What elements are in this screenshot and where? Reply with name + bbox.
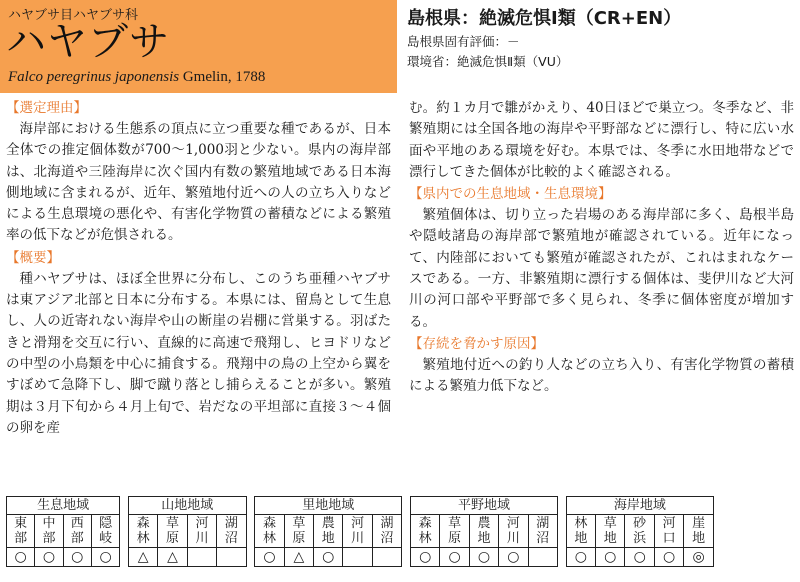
left-column xyxy=(6,97,391,439)
habitat-table xyxy=(6,496,714,567)
gap xyxy=(120,548,129,567)
habitat-group-row xyxy=(7,497,714,515)
habitat-mark-row xyxy=(7,548,714,567)
gap xyxy=(246,548,255,567)
sub-coast-woodland: 林 地 xyxy=(566,515,595,548)
selection-reason-text: 海岸部における生態系の頂点に立つ重要な種であるが、日本全体での推定個体数が700～1,000羽と少ない。県内の海岸部は、北海道や三陸海岸に次ぐ国内有数の繁殖地域である日本海側地域に含まれるが、近年、繁殖地付近への人の立ち入りなどによる生息環境の悪化や、有害化学物質の蓄積などによる繁殖率の低下などが危惧される。 xyxy=(6,121,391,244)
mark-sato-lake xyxy=(372,548,401,567)
mark-plain-river: ○ xyxy=(499,548,528,567)
mark-coast-beach: ○ xyxy=(625,548,654,567)
mark-sato-river xyxy=(343,548,372,567)
mark-plain-forest: ○ xyxy=(410,548,439,567)
gap xyxy=(246,497,255,515)
group-satoyama: 里地地域 xyxy=(255,497,402,515)
overview-text: 種ハヤブサは、ほぼ全世界に分布し、このうち亜種ハヤブサは東アジア北部と日本に分布する。本県には、留鳥として生息し、人の近寄れない海岸や山の断崖の岩棚に営巣する。羽ばたきと滑翔を交互に行い、直線的に高速で飛翔し、ヒヨドリなどの中型の小鳥類を中心に捕食する。飛翔中の鳥の上空から翼をすぼめて急降下し、脚で蹴り落とし捕らえることが多い。繁殖期は３月下旬から４月上旬で、岩だなの平坦部に直接３～４個の卵を産 xyxy=(6,270,391,436)
local-evaluation: 島根県固有評価：－ xyxy=(407,34,520,49)
mark-plain-farmland: ○ xyxy=(469,548,498,567)
sub-plain-lake: 湖 沼 xyxy=(528,515,557,548)
sub-east: 東 部 xyxy=(7,515,35,548)
heading-overview: 【概要】 xyxy=(6,249,60,266)
mark-coast-grassland: ○ xyxy=(596,548,625,567)
overview-continued-text: む。約１カ月で雛がかえり、40日ほどで巣立つ。冬季など、非繁殖期には全国各地の海岸や平野部などに漂行し、特に広い水面や平地のある環境を好む。本県では、冬季に水田地帯などで漂行してきた個体が比較的よく確認される。 xyxy=(409,100,794,180)
mark-mountain-grassland: △ xyxy=(158,548,187,567)
sub-plain-river: 河 川 xyxy=(499,515,528,548)
heading-threats: 【存続を脅かす原因】 xyxy=(409,335,544,352)
mark-sato-forest: ○ xyxy=(255,548,284,567)
sub-mountain-lake: 湖 沼 xyxy=(217,515,246,548)
mark-sato-farmland: ○ xyxy=(314,548,343,567)
sub-central: 中 部 xyxy=(35,515,63,548)
habitat-text: 繁殖個体は、切り立った岩場のある海岸部に多く、島根半島や隠岐諸島の海岸部で繁殖地が確認されている。近年になって、内陸部においても繁殖が確認されたが、これはまれなケースである。一方、非繁殖期に漂行する個体は、斐伊川など大河川の河口部や平野部で多く見られ、冬季に個体密度が増加する。 xyxy=(409,207,794,330)
shimane-status: 島根県：絶滅危惧Ⅰ類（CR+EN） xyxy=(407,8,682,29)
japanese-name: ハヤブサ xyxy=(6,19,170,65)
group-coast: 海岸地域 xyxy=(566,497,713,515)
sub-mountain-grassland: 草 原 xyxy=(158,515,187,548)
gap xyxy=(558,515,567,548)
gap xyxy=(402,497,411,515)
status-box xyxy=(407,6,797,72)
sub-mountain-river: 河 川 xyxy=(187,515,216,548)
mark-west: ○ xyxy=(63,548,91,567)
sub-sato-lake: 湖 沼 xyxy=(372,515,401,548)
mark-oki: ○ xyxy=(91,548,119,567)
gap xyxy=(120,515,129,548)
sub-plain-forest: 森 林 xyxy=(410,515,439,548)
scientific-name xyxy=(8,69,265,86)
mark-sato-grassland: △ xyxy=(284,548,313,567)
heading-selection-reason: 【選定理由】 xyxy=(6,100,87,116)
scientific-author: Gmelin, 1788 xyxy=(182,69,266,85)
sub-coast-grassland: 草 地 xyxy=(596,515,625,548)
sub-coast-estuary: 河 口 xyxy=(654,515,683,548)
national-status: 環境省：絶滅危惧Ⅱ類（VU） xyxy=(407,54,569,69)
mark-coast-estuary: ○ xyxy=(654,548,683,567)
sub-sato-river: 河 川 xyxy=(343,515,372,548)
sub-mountain-forest: 森 林 xyxy=(128,515,157,548)
species-title-box xyxy=(0,0,397,93)
mark-plain-lake xyxy=(528,548,557,567)
mark-coast-woodland: ○ xyxy=(566,548,595,567)
gap xyxy=(402,548,411,567)
family-name: ハヤブサ目ハヤブサ科 xyxy=(8,8,139,23)
gap xyxy=(558,548,567,567)
gap xyxy=(246,515,255,548)
mark-coast-cliff: ◎ xyxy=(684,548,714,567)
right-column xyxy=(409,98,794,398)
gap xyxy=(402,515,411,548)
gap xyxy=(120,497,129,515)
sub-sato-forest: 森 林 xyxy=(255,515,284,548)
mark-central: ○ xyxy=(35,548,63,567)
group-mountain: 山地地域 xyxy=(128,497,246,515)
sub-plain-grassland: 草 原 xyxy=(440,515,469,548)
sub-plain-farmland: 農 地 xyxy=(469,515,498,548)
habitat-sub-row xyxy=(7,515,714,548)
sub-west: 西 部 xyxy=(63,515,91,548)
heading-habitat: 【県内での生息地域・生息環境】 xyxy=(409,186,612,203)
mark-east: ○ xyxy=(7,548,35,567)
mark-mountain-forest: △ xyxy=(128,548,157,567)
mark-plain-grassland: ○ xyxy=(440,548,469,567)
group-plains: 平野地域 xyxy=(410,497,557,515)
scientific-binomial: Falco peregrinus japonensis xyxy=(8,69,180,85)
group-region: 生息地域 xyxy=(7,497,120,515)
mark-mountain-river xyxy=(187,548,216,567)
gap xyxy=(558,497,567,515)
mark-mountain-lake xyxy=(217,548,246,567)
sub-sato-farmland: 農 地 xyxy=(314,515,343,548)
sub-coast-beach: 砂 浜 xyxy=(625,515,654,548)
sub-coast-cliff: 崖 地 xyxy=(684,515,714,548)
sub-sato-grassland: 草 原 xyxy=(284,515,313,548)
sub-oki: 隠 岐 xyxy=(91,515,119,548)
threats-text: 繁殖地付近への釣り人などの立ち入り、有害化学物質の蓄積による繁殖力低下など。 xyxy=(409,356,794,395)
